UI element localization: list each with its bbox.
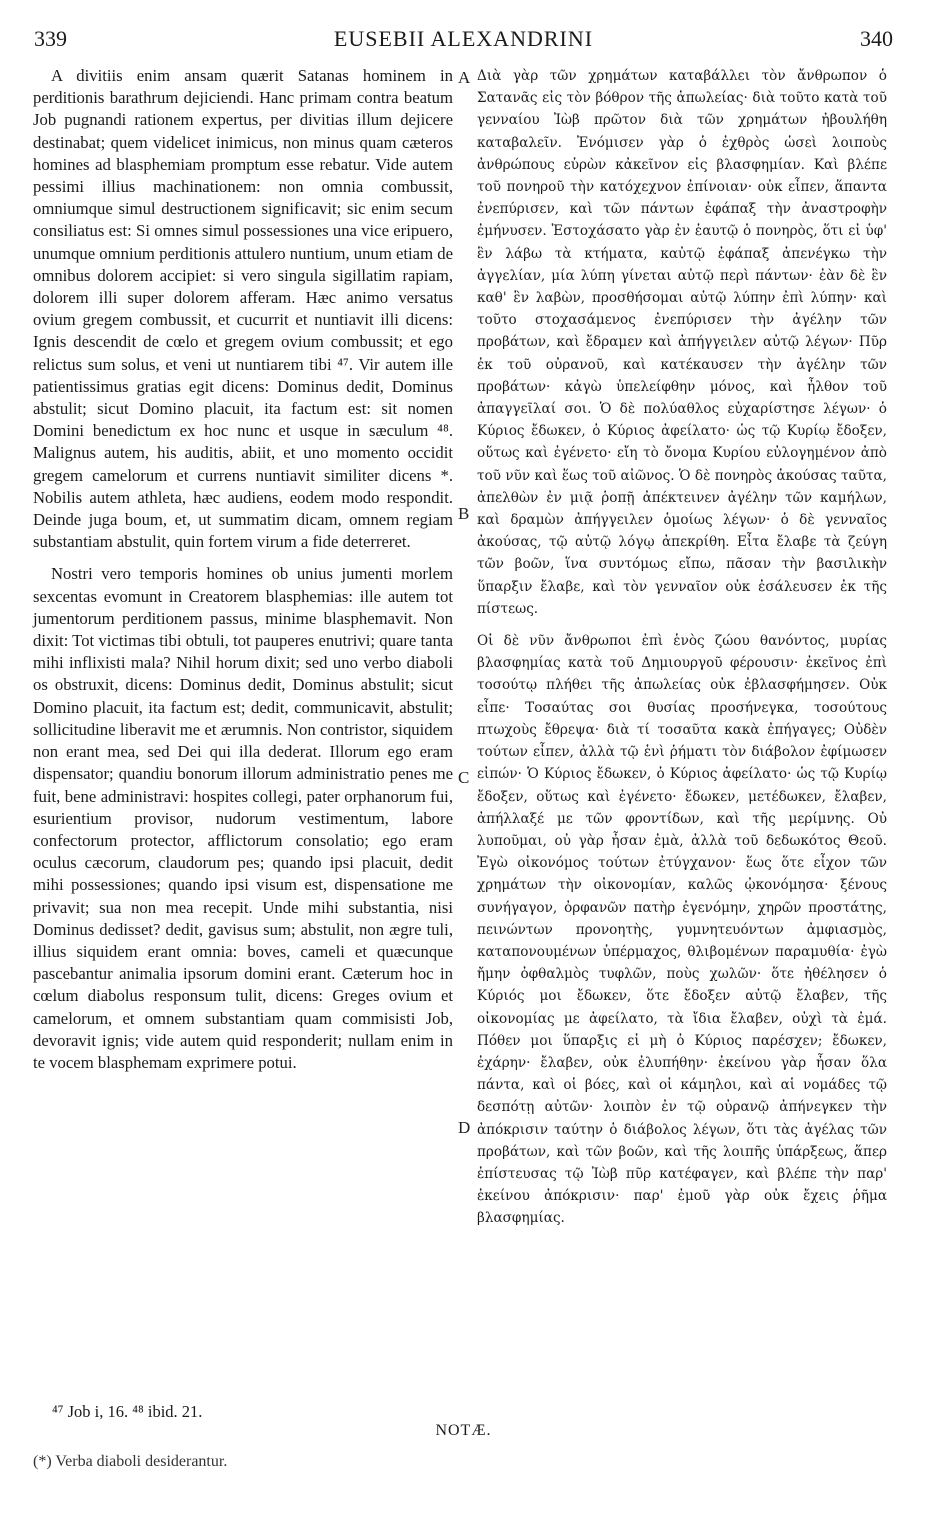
- greek-paragraph-2: Οἱ δὲ νῦν ἄνθρωποι ἐπὶ ἑνὸς ζώου θανόντος, μυρίας βλασφημίας κατὰ τοῦ Δημιουργοῦ φέρουσιν· ἐκεῖνος ἐπὶ τοσούτῳ πλήθει τῆς ἀπωλείας οὐκ ἐβλασφήμησεν. Οὐκ εἶπε· Τοσαύτας σοι θυσίας προσήνεγκα, τοσούτους πτωχοὺς ἔθρεψα· διὰ τί τοσαῦτα κακὰ ἐπήγαγες; Οὐδὲν τούτων εἶπεν, ἀλλὰ τῷ ἑνὶ ῥήματι τὸν διάβολον ἐφίμωσεν εἰπών· Ὁ Κύριος ἔδωκεν, ὁ Κύριος ἀφείλατο· ὡς τῷ Κυρίῳ ἔδοξεν, οὕτως καὶ ἐγένετο· ἔδωκεν, μετέδωκεν, ἔλαβεν, ἀπήλλαξέ με τῶν φροντίδων, καὶ τῆς μερίμνης. Οὐ λυποῦμαι, οὐ γὰρ ἦσαν ἐμὰ, ἀλλὰ τοῦ δεδωκότος Θεοῦ. Ἐγὼ οἰκονόμος τούτων ἐτύγχανον· ἕως ὅτε εἶχον τῶν χρημάτων τὴν οἰκονομίαν, καλῶς ᾠκονόμησα· ξένους συνήγαγον, ὀρφανῶν πατὴρ ἐγενόμην, χηρῶν προστάτης, πεινώντων προνοητὴς, γυμνητευόντων ἀμφιασμὸς, καταπονουμένων ὑπέρμαχος, θλιβομένων παραμυθία· ἐγὼ ἤμην ὀφθαλμὸς τυφλῶν, ποὺς χωλῶν· ὅτε ἠθέλησεν ὁ Κύριός μοι ἔδωκεν, ὅτε ἔδοξεν αὐτῷ ἔλαβεν, τῆς οἰκονομίας με ἀφείλατο, τὰ ἴδια ἔλαβεν, οὐχὶ τὰ ἐμά. Πόθεν μοι ὕπαρξις εἰ μὴ ὁ Κύριος παρέσχεν; ἔδωκεν, ἐχάρην· ἔλαβεν, οὐκ ἐλυπήθην· ἐκείνου γὰρ ἦσαν ὅλα πάντα, καὶ οἱ βόες, καὶ οἱ κάμηλοι, καὶ αἱ νομάδες τῷ δεσπότῃ αὐτῶν· λοιπὸν ἐν τῷ οὐρανῷ ἀπήνεγκεν τὴν ἀπόκρισιν ταύτην ὁ διάβολος λέγων, ὅτι τὰς ἀγέλας τῶν προβάτων, καὶ τῶν βοῶν, καὶ τῆς λοιπῆς ὑπάρξεως, ἅπερ ἐπίστευσας τῷ Ἰὼβ πῦρ κατέφαγεν, καὶ βλέπε τὴν παρ' ἐκείνου ἀπόκρισιν· παρ' ἐμοῦ γὰρ οὐκ ἔχεις ῥῆμα βλασφημίας.: [477, 633, 887, 1227]
- latin-paragraph-2: Nostri vero temporis homines ob unius jumenti morlem sexcentas evomunt in Creatorem blasphemias: ille autem tot jumentorum perditionem passus, minime blasphemavit. Non dixit: Tot victimas tibi obtuli, tot pauperes enutrivi; quare tanta mihi inflixisti mala? Nihil horum dixit; sed uno verbo diaboli os obstruxit, dicens: Dominus dedit, Dominus abstulit; sicut Domino placuit, ita factum est; dedit, communicavit, abstulit; sollicitudine liberavit me et ærumnis. Non contristor, siquidem non erant mea, sed Dei qui illa dederat. Illorum ego eram dispensator; quandiu bonorum illorum administratio penes me fuit, bene administravi: hospites collegi, pater orphanorum fui, esurientium provisor, nudorum vestimentum, labore confectorum protector, afflictorum consolatio; ego eram oculus cæcorum, claudorum pes; quando ipsi placuit, dedit mihi possessiones; quando ipsi visum est, dispensatione me privavit; sua non mea recepit. Unde mihi substantia, nisi Dominus dedisset? dedit, gavisus sum; abstulit, non ægre tuli, illius siquidem erant omnia: boves, cameli et quæcunque pascebantur animalia ipsorum domini erant. Cæterum hoc in cœlum diabolus responsum tulit, dicens: Greges ovium et camelorum, et omnem substantiam quam commisisti Job, devoravit ignis; vide autem quid responderit; nullam enim in te vocem blasphemam exprimere potui.: [33, 564, 453, 1072]
- margin-marker-a: A: [458, 68, 471, 87]
- margin-marker-b: B: [458, 504, 470, 523]
- editorial-note: (*) Verba diaboli desiderantur.: [33, 1453, 228, 1470]
- footnotes: ⁴⁷ Job i, 16. ⁴⁸ ibid. 21.: [52, 1402, 203, 1421]
- margin-marker-c: C: [458, 768, 470, 787]
- paragraph-gap: [477, 620, 887, 630]
- greek-paragraph-1: Διὰ γὰρ τῶν χρημάτων καταβάλλει τὸν ἄνθρωπον ὁ Σατανᾶς εἰς τὸν βόθρον τῆς ἀπωλείας· διὰ τοῦτο κατὰ τοῦ γενναίου Ἰὼβ πρῶτον διὰ τῶν χρημάτων ἠβουλήθη καταβαλεῖν. Ἐνόμισεν γὰρ ὁ ἐχθρὸς ὡσεὶ λοιποὺς ἀνθρώπους εὑρὼν κἀκεῖνον εἰς βλασφημίαν. Καὶ βλέπε τοῦ πονηροῦ τὴν κατόχεχνον ἐπίνοιαν· οὐκ εἶπεν, ἅπαντα ἐνεπύρισεν, καὶ τῶν πάντων ἐφάπαξ τὴν ἀναστροφὴν ἐμήνυσεν. Ἐστοχάσατο γὰρ ἐν ἑαυτῷ ὁ πονηρὸς, ὅτι εἰ ὑφ' ἓν λάβω τὰ κτήματα, καὐτῷ ἐφάπαξ ἀπενέγκω τὴν ἀγγελίαν, μία λύπη γίνεται αὐτῷ περὶ πάντων· ἐὰν δὲ ἓν καθ' ἓν λαβὼν, προσθήσομαι αὐτῷ λύπην ἐπὶ λύπην· καὶ τοῦτο στοχασάμενος ἐνεπύρισεν τὴν ἀγέλην τῶν προβάτων, καὶ ἔδραμεν καὶ ἀπήγγειλεν αὐτῷ λέγων· Πῦρ ἐκ τοῦ οὐρανοῦ, καὶ κατέκαυσεν τὴν ἀγέλην τῶν προβάτων· κἀγὼ ὑπελείφθην μόνος, καὶ ἦλθον τοῦ ἀπαγγεῖλαί σοι. Ὁ δὲ πολύαθλος εὐχαρίστησε λέγων· ὁ Κύριος ἔδωκεν, ὁ Κύριος ἀφείλατο· ὡς τῷ Κυρίῳ ἔδοξεν, οὕτως καὶ ἐγένετο· εἴη τὸ ὄνομα Κυρίου εὐλογημένον ἀπὸ τοῦ νῦν καὶ ἕως τοῦ αἰῶνος. Ὁ δὲ πονηρὸς ἀκούσας ταῦτα, ἀπελθὼν ἐν μιᾷ ῥοπῇ ἀπέκτεινεν ἀγέλην τῶν καμήλων, καὶ δραμὼν ἀπήγγειλεν ὁμοίως λέγων· ὁ δὲ γενναῖος ἀκούσας, τῷ αὐτῷ λόγῳ ἀπεκρίθη. Εἶτα ἔλαβε τὰ ζεύγη τῶν βοῶν, ἵνα συντόμως εἴπω, πᾶσαν τὴν βασιλικὴν ὕπαρξιν ἔλαβε, καὶ τὸν γενναῖον οὐκ ἐσάλευσεν ἐκ τῆς πίστεως.: [477, 68, 887, 617]
- page-number-left: 339: [34, 26, 67, 51]
- page-header: [30, 26, 897, 58]
- running-title: EUSEBII ALEXANDRINI: [333, 26, 594, 51]
- margin-marker-d: D: [458, 1118, 471, 1137]
- latin-paragraph-1: A divitiis enim ansam quærit Satanas hominem in perditionis barathrum dejiciendi. Hanc primam contra beatum Job pugnandi rationem expertus, per divitias illum dejicere destinabat; quem videlicet inimicus, non minus quam cæteros homines ad blasphemiam promptum esse rebatur. Vide autem pessimi illius machinationem: non omnia combussit, omniumque simul destructionem significavit; sic enim secum consiliatus est: Si omnes simul possessiones una vice eripuero, unumque omnium perditionis attulero nuntium, unum etiam de omnibus dolorem accipiet: si vero singula sigillatim rapiam, dolorem illi super dolorem afferam. Hæc animo versatus ovium gregem combussit, et cucurrit et nuntiavit illi dicens: Ignis descendit de cœlo et gregem ovium combussit; et ego relictus sum solus, et veni ut nuntiarem tibi ⁴⁷. Vir autem ille patientissimus gratias egit dicens: Dominus dedit, Dominus abstulit; sicut Domino placuit, ita factum est: sit nomen Domini benedictum ex hoc nunc et usque in sæculum ⁴⁸. Malignus autem, his auditis, abiit, et uno momento occidit gregem camelorum et currens nuntiavit similiter dicens *. Nobilis autem athleta, hæc audiens, eodem modo respondit. Deinde juga boum, et, ut summatim dicam, omnem regiam substantiam abstulit, quin fortem virum a fide deterreret.: [33, 66, 453, 552]
- page-number-right: 340: [860, 26, 893, 51]
- greek-column: [477, 65, 887, 1230]
- paragraph-gap: [33, 553, 453, 563]
- notae-heading: NOTÆ.: [435, 1422, 492, 1439]
- latin-column: [33, 65, 453, 1074]
